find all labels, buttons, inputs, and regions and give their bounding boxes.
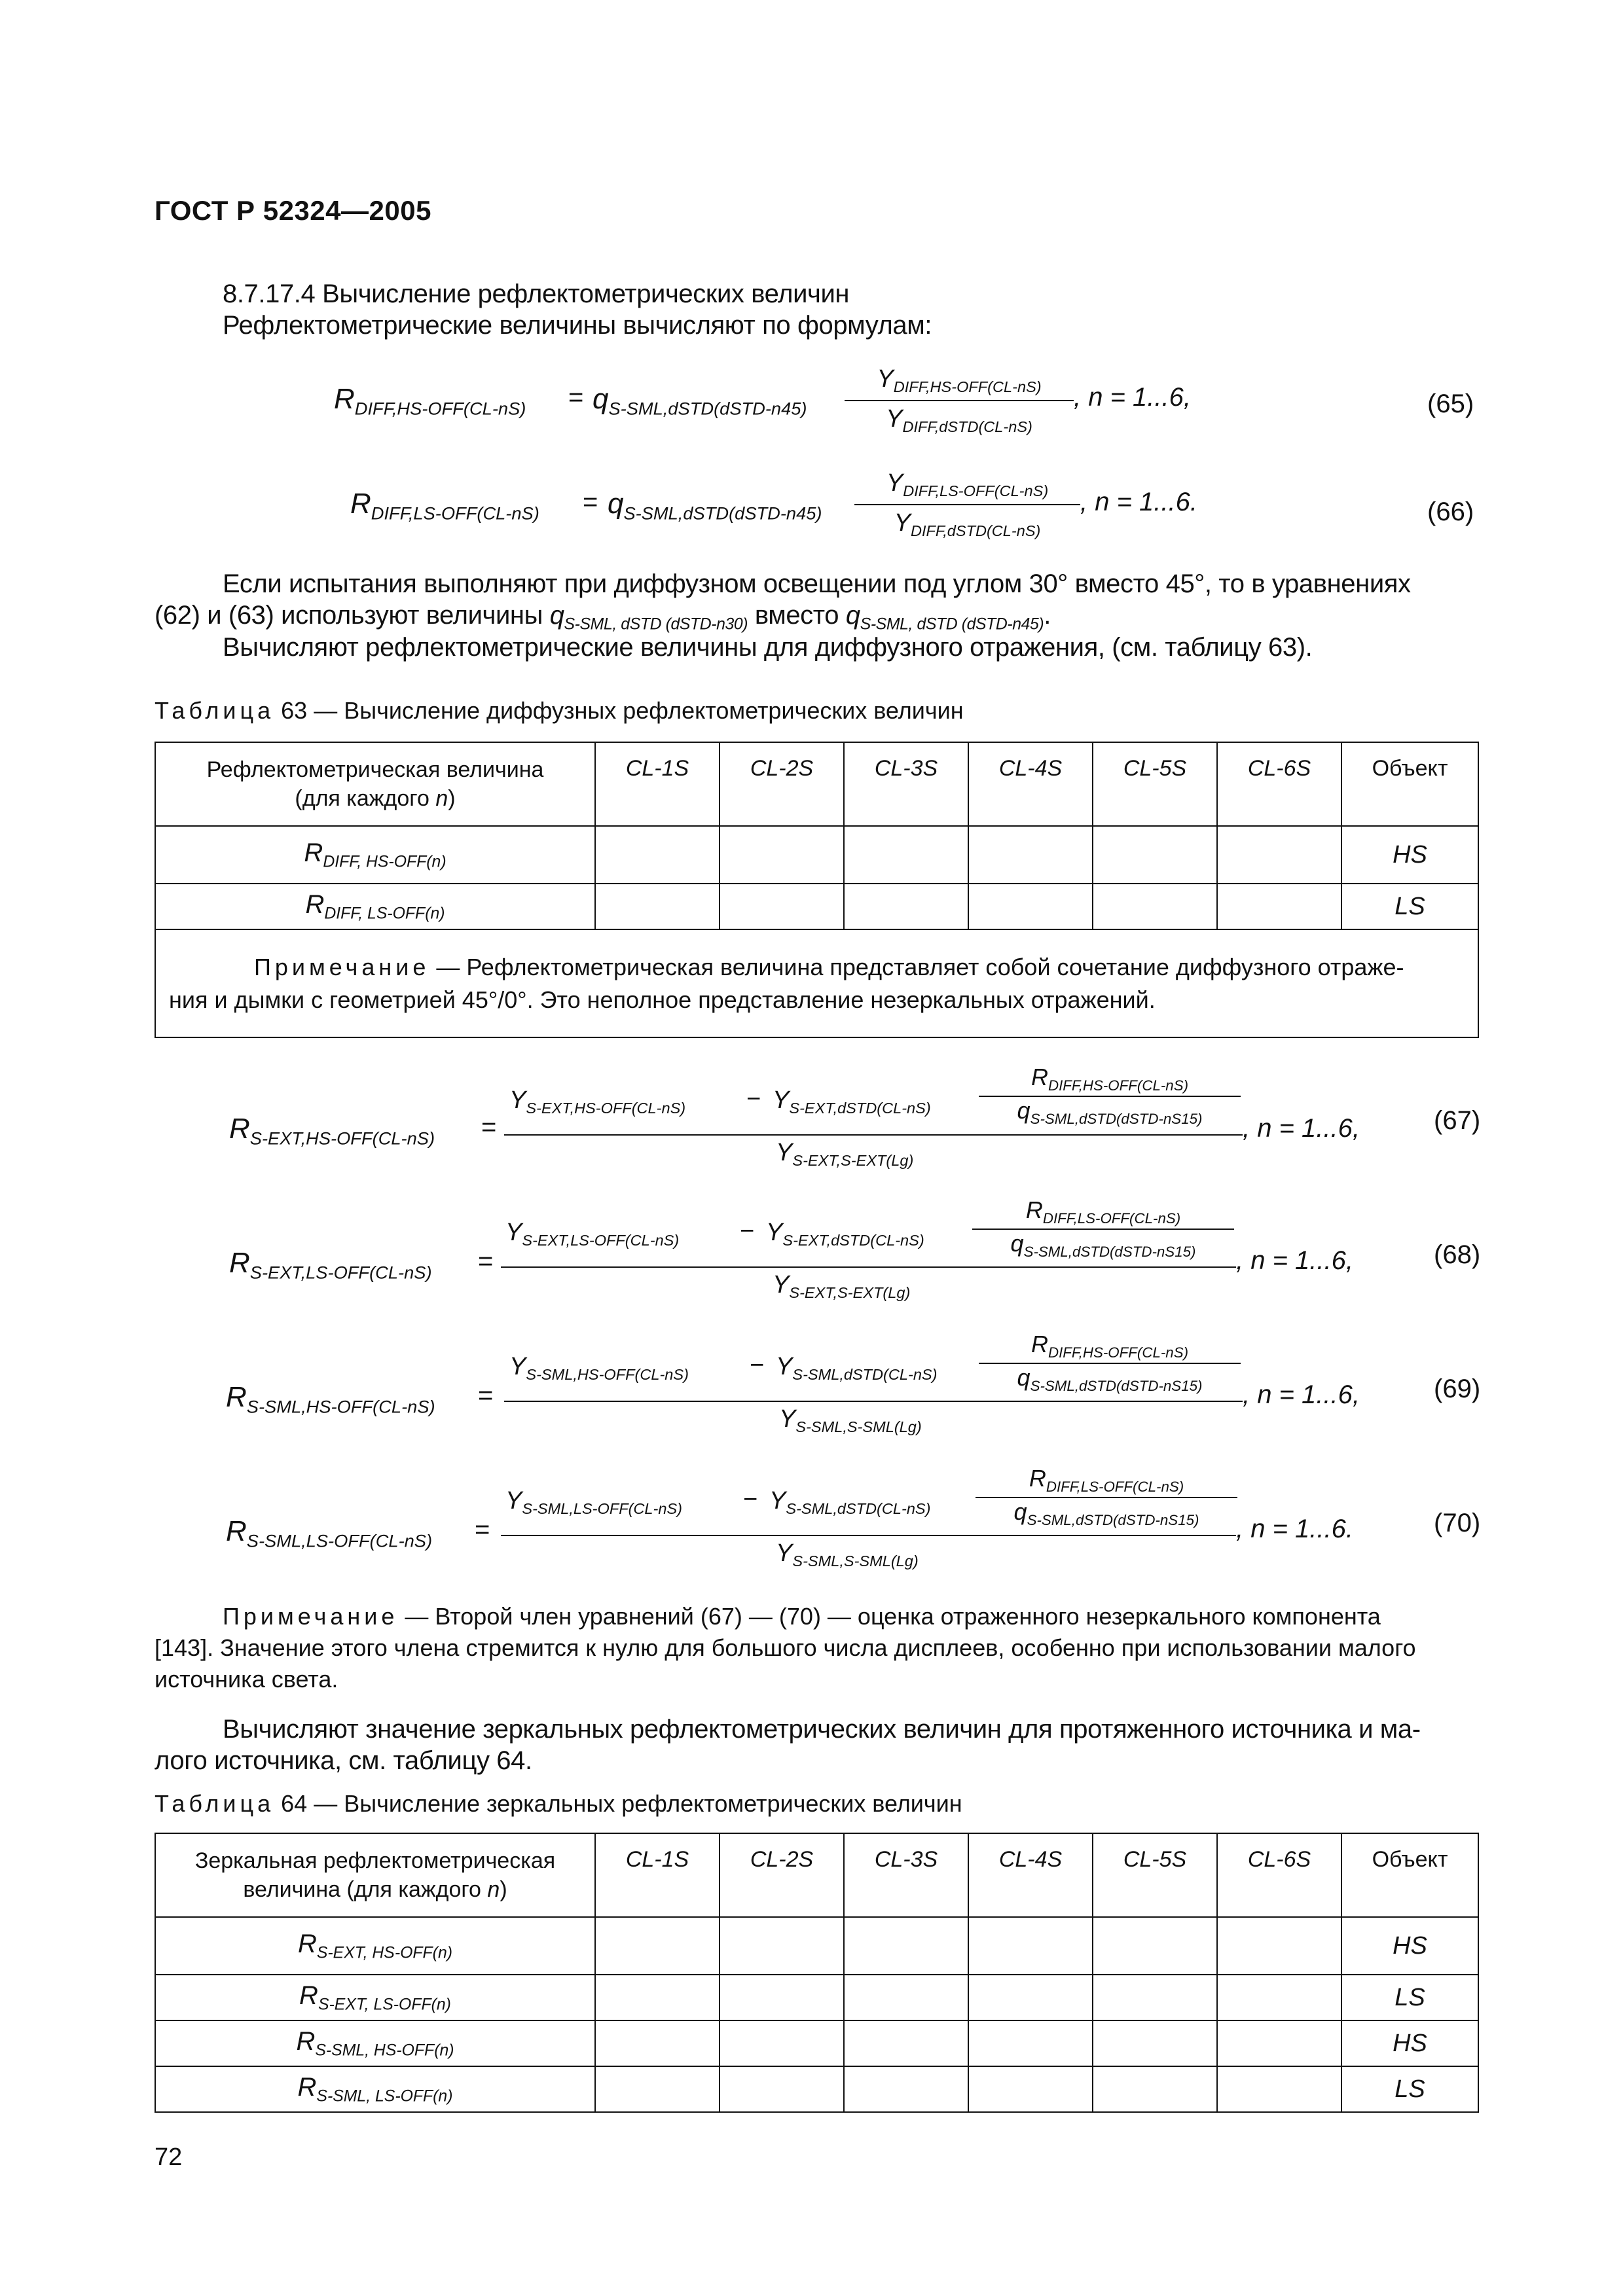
eq68-ratio: $R_{DIFF,LS-OFF(CL-nS)}$ $q_{S-SML,dSTD(dSTD-nS15)}$ xyxy=(972,1196,1234,1261)
table-63-row-2-object: LS xyxy=(1341,884,1478,929)
eq70-y1: $Y_{S-SML,LS-OFF(CL-nS)}$ xyxy=(505,1487,683,1518)
eq70-ratio: $R_{DIFF,LS-OFF(CL-nS)}$ $q_{S-SML,dSTD(dSTD-nS15)}$ xyxy=(976,1465,1237,1529)
table-cell xyxy=(968,1917,1093,1975)
eq65-equals: = xyxy=(568,383,584,412)
paragraph-2-line-1: Вычисляют значение зеркальных рефлектометрических величин для протяженного источника и ма- xyxy=(223,1715,1421,1744)
table-63-row-1-quantity: $R_{DIFF, HS-OFF(n)}$ xyxy=(155,826,595,884)
table-63-col-cl2s: CL-2S xyxy=(720,742,844,826)
eq70-range: , n = 1...6. xyxy=(1236,1515,1354,1543)
eq66-range: , n = 1...6. xyxy=(1080,488,1198,516)
eq66-number: (66) xyxy=(1427,497,1474,526)
table-cell xyxy=(720,2066,844,2112)
eq65-number: (65) xyxy=(1427,389,1474,418)
table-64-row-1-quantity: $R_{S-EXT, HS-OFF(n)}$ xyxy=(155,1917,595,1975)
table-cell xyxy=(1217,826,1341,884)
table-64-row-4-object: LS xyxy=(1341,2066,1478,2112)
table-64-header-quantity: Зеркальная рефлектометрическая величина (для каждого n) xyxy=(155,1833,595,1917)
table-64-header-row xyxy=(155,1833,1478,1917)
section-intro: Рефлектометрические величины вычисляют по формулам: xyxy=(223,311,932,340)
table-cell xyxy=(1093,1917,1217,1975)
table-64 xyxy=(155,1833,1479,2113)
table-cell xyxy=(595,884,720,929)
eq65-range: , n = 1...6, xyxy=(1074,383,1192,412)
table-64-col-cl2s: CL-2S xyxy=(720,1833,844,1917)
table-cell xyxy=(968,1975,1093,2020)
table-64-row-2-object: LS xyxy=(1341,1975,1478,2020)
table-cell xyxy=(1093,2066,1217,2112)
table-63-col-cl4s: CL-4S xyxy=(968,742,1093,826)
eq70-equals: = xyxy=(475,1515,490,1544)
table-cell xyxy=(1217,1917,1341,1975)
table-64-col-cl4s: CL-4S xyxy=(968,1833,1093,1917)
table-cell xyxy=(595,2066,720,2112)
eq68-y2: $Y_{S-EXT,dSTD(CL-nS)}$ xyxy=(766,1219,924,1249)
document-header: ГОСТ Р 52324—2005 xyxy=(155,195,431,226)
eq68-y1: $Y_{S-EXT,LS-OFF(CL-nS)}$ xyxy=(505,1219,680,1249)
eq68-number: (68) xyxy=(1434,1240,1481,1269)
table-cell xyxy=(1093,826,1217,884)
table-cell xyxy=(968,2020,1093,2066)
eq69-main-bar xyxy=(504,1401,1243,1402)
table-64-col-cl6s: CL-6S xyxy=(1217,1833,1341,1917)
eq69-number: (69) xyxy=(1434,1374,1481,1403)
table-cell xyxy=(1217,1975,1341,2020)
table-row xyxy=(155,1917,1478,1975)
table-cell xyxy=(1217,2066,1341,2112)
table-cell xyxy=(844,1975,968,2020)
note-2-line-3: источника света. xyxy=(155,1666,338,1693)
table-63-note: Примечание — Рефлектометрическая величина представляет собой сочетание диффузного отраже- ния и дымки с геометрией 45°/0°. Это неполное представление незеркальных отражений. xyxy=(155,929,1478,1037)
table-cell xyxy=(720,1975,844,2020)
table-cell xyxy=(1217,2020,1341,2066)
table-row xyxy=(155,2066,1478,2112)
eq69-y1: $Y_{S-SML,HS-OFF(CL-nS)}$ xyxy=(509,1353,689,1384)
eq69-range: , n = 1...6, xyxy=(1243,1380,1360,1409)
eq66-equals: = xyxy=(583,488,598,516)
table-row xyxy=(155,884,1478,929)
note-2-line-2: [143]. Значение этого члена стремится к нулю для большого числа дисплеев, особенно при использовании малого xyxy=(155,1634,1416,1661)
eq69-lhs: $R_{S-SML,HS-OFF(CL-nS)}$ xyxy=(226,1381,435,1417)
table-64-row-3-object: HS xyxy=(1341,2020,1478,2066)
paragraph-1-line-1: Если испытания выполняют при диффузном освещении под углом 30° вместо 45°, то в уравнениях xyxy=(223,569,1411,598)
table-row xyxy=(155,1975,1478,2020)
table-cell xyxy=(1093,884,1217,929)
table-cell xyxy=(720,2020,844,2066)
eq67-lhs: $R_{S-EXT,HS-OFF(CL-nS)}$ xyxy=(229,1113,435,1149)
eq69-ratio: $R_{DIFF,HS-OFF(CL-nS)}$ $q_{S-SML,dSTD(dSTD-nS15)}$ xyxy=(979,1331,1241,1395)
table-63-col-cl6s: CL-6S xyxy=(1217,742,1341,826)
eq66-fraction: $Y_{DIFF,LS-OFF(CL-nS)}$ $Y_{DIFF,dSTD(CL-nS)}$ xyxy=(854,469,1080,540)
table-cell xyxy=(595,2020,720,2066)
table-cell xyxy=(720,1917,844,1975)
eq65-fraction: $Y_{DIFF,HS-OFF(CL-nS)}$ $Y_{DIFF,dSTD(CL-nS)}$ xyxy=(845,365,1074,436)
eq67-number: (67) xyxy=(1434,1106,1481,1135)
eq68-main-bar xyxy=(501,1266,1236,1268)
paragraph-1-line-3: Вычисляют рефлектометрические величины для диффузного отражения, (см. таблицу 63). xyxy=(223,633,1313,662)
eq70-lhs: $R_{S-SML,LS-OFF(CL-nS)}$ xyxy=(226,1515,433,1551)
table-cell xyxy=(720,826,844,884)
table-cell xyxy=(844,2066,968,2112)
eq70-minus: − xyxy=(743,1486,758,1513)
table-cell xyxy=(1093,2020,1217,2066)
table-cell xyxy=(844,884,968,929)
eq68-denominator: $Y_{S-EXT,S-EXT(Lg)}$ xyxy=(773,1271,911,1302)
table-cell xyxy=(720,884,844,929)
table-63-note-row xyxy=(155,929,1478,1037)
eq69-minus: − xyxy=(750,1352,765,1379)
table-cell xyxy=(1217,884,1341,929)
page-number: 72 xyxy=(155,2144,183,2171)
table-63-caption: Таблица 63 — Вычисление диффузных рефлектометрических величин xyxy=(155,697,964,724)
eq67-y2: $Y_{S-EXT,dSTD(CL-nS)}$ xyxy=(773,1086,931,1117)
table-cell xyxy=(968,2066,1093,2112)
eq67-y1: $Y_{S-EXT,HS-OFF(CL-nS)}$ xyxy=(509,1086,686,1117)
eq67-equals: = xyxy=(481,1113,497,1141)
table-63-header-row xyxy=(155,742,1478,826)
table-64-col-cl1s: CL-1S xyxy=(595,1833,720,1917)
table-63-col-cl1s: CL-1S xyxy=(595,742,720,826)
eq70-number: (70) xyxy=(1434,1509,1481,1537)
table-64-row-3-quantity: $R_{S-SML, HS-OFF(n)}$ xyxy=(155,2020,595,2066)
eq65-lhs: $R_{DIFF,HS-OFF(CL-nS)}$ xyxy=(334,383,526,419)
table-cell xyxy=(595,1917,720,1975)
table-64-row-4-quantity: $R_{S-SML, LS-OFF(n)}$ xyxy=(155,2066,595,2112)
eq70-denominator: $Y_{S-SML,S-SML(Lg)}$ xyxy=(776,1539,919,1570)
table-cell xyxy=(844,826,968,884)
eq66-q: $q_{S-SML,dSTD(dSTD-n45)}$ xyxy=(608,488,822,524)
eq67-ratio: $R_{DIFF,HS-OFF(CL-nS)}$ $q_{S-SML,dSTD(dSTD-nS15)}$ xyxy=(979,1064,1241,1128)
table-row xyxy=(155,2020,1478,2066)
table-cell xyxy=(968,826,1093,884)
table-64-col-cl3s: CL-3S xyxy=(844,1833,968,1917)
eq66-lhs: $R_{DIFF,LS-OFF(CL-nS)}$ xyxy=(350,488,539,524)
eq67-range: , n = 1...6, xyxy=(1243,1114,1360,1143)
table-cell xyxy=(968,884,1093,929)
paragraph-1-line-2: (62) и (63) используют величины $q_{S-SML, dSTD (dSTD-n30)}$ вместо $q_{S-SML, dSTD (dSTD-n45)}$. xyxy=(155,601,1051,634)
eq67-minus: − xyxy=(746,1085,761,1113)
eq68-lhs: $R_{S-EXT,LS-OFF(CL-nS)}$ xyxy=(229,1247,432,1283)
table-cell xyxy=(595,826,720,884)
table-63-col-cl5s: CL-5S xyxy=(1093,742,1217,826)
eq69-y2: $Y_{S-SML,dSTD(CL-nS)}$ xyxy=(776,1353,938,1384)
eq67-denominator: $Y_{S-EXT,S-EXT(Lg)}$ xyxy=(776,1139,914,1170)
table-63-col-cl3s: CL-3S xyxy=(844,742,968,826)
note-2-line-1: Примечание — Второй член уравнений (67) — (70) — оценка отраженного незеркального компонента xyxy=(223,1603,1381,1630)
table-64-row-1-object: HS xyxy=(1341,1917,1478,1975)
table-row xyxy=(155,826,1478,884)
table-64-caption: Таблица 64 — Вычисление зеркальных рефлектометрических величин xyxy=(155,1790,962,1817)
paragraph-2-line-2: лого источника, см. таблицу 64. xyxy=(155,1746,532,1775)
eq67-main-bar xyxy=(504,1134,1243,1136)
table-63-row-2-quantity: $R_{DIFF, LS-OFF(n)}$ xyxy=(155,884,595,929)
eq68-minus: − xyxy=(740,1217,755,1245)
section-heading: 8.7.17.4 Вычисление рефлектометрических величин xyxy=(223,279,850,308)
table-64-row-2-quantity: $R_{S-EXT, LS-OFF(n)}$ xyxy=(155,1975,595,2020)
table-63-row-1-object: HS xyxy=(1341,826,1478,884)
eq65-q: $q_{S-SML,dSTD(dSTD-n45)}$ xyxy=(593,383,807,419)
table-cell xyxy=(844,2020,968,2066)
eq68-range: , n = 1...6, xyxy=(1236,1246,1354,1275)
table-64-col-object: Объект xyxy=(1341,1833,1478,1917)
eq69-denominator: $Y_{S-SML,S-SML(Lg)}$ xyxy=(779,1405,922,1436)
eq68-equals: = xyxy=(478,1247,494,1276)
table-63-header-quantity: Рефлектометрическая величина (для каждого n) xyxy=(155,742,595,826)
table-63-col-object: Объект xyxy=(1341,742,1478,826)
eq70-y2: $Y_{S-SML,dSTD(CL-nS)}$ xyxy=(769,1487,931,1518)
table-64-col-cl5s: CL-5S xyxy=(1093,1833,1217,1917)
table-cell xyxy=(1093,1975,1217,2020)
eq70-main-bar xyxy=(501,1535,1236,1536)
table-cell xyxy=(844,1917,968,1975)
table-63 xyxy=(155,742,1479,1038)
table-cell xyxy=(595,1975,720,2020)
eq69-equals: = xyxy=(478,1381,494,1410)
